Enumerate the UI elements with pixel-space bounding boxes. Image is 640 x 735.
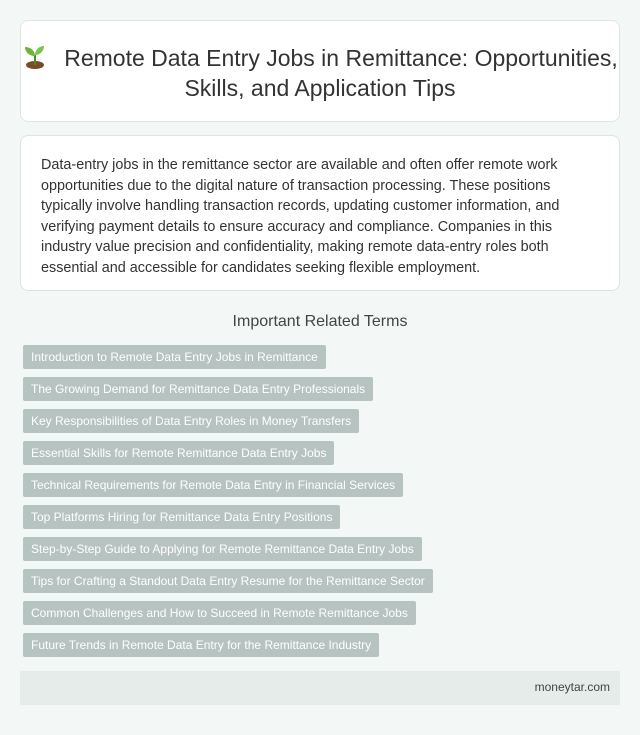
related-term-link[interactable]: Technical Requirements for Remote Data Entry in Financial Services	[23, 473, 403, 497]
related-term-link[interactable]: Step-by-Step Guide to Applying for Remote Remittance Data Entry Jobs	[23, 537, 422, 561]
related-term-link[interactable]: Key Responsibilities of Data Entry Roles in Money Transfers	[23, 409, 359, 433]
footer-site-name: moneytar.com	[534, 680, 610, 694]
related-term-link[interactable]: Essential Skills for Remote Remittance Data Entry Jobs	[23, 441, 334, 465]
page-title	[21, 43, 619, 103]
related-term-link[interactable]: Common Challenges and How to Succeed in Remote Remittance Jobs	[23, 601, 416, 625]
page-title-text: Remote Data Entry Jobs in Remittance: Opportunities, Skills, and Application Tips	[64, 45, 618, 101]
related-term-link[interactable]: Introduction to Remote Data Entry Jobs in Remittance	[23, 345, 326, 369]
related-terms-list	[23, 345, 623, 665]
sprout-icon	[22, 43, 48, 69]
summary-card	[20, 135, 620, 291]
related-terms-heading: Important Related Terms	[232, 313, 408, 330]
title-card	[20, 20, 620, 122]
related-term-link[interactable]: The Growing Demand for Remittance Data Entry Professionals	[23, 377, 373, 401]
related-term-link[interactable]: Tips for Crafting a Standout Data Entry Resume for the Remittance Sector	[23, 569, 433, 593]
related-term-link[interactable]: Top Platforms Hiring for Remittance Data Entry Positions	[23, 505, 340, 529]
related-term-link[interactable]: Future Trends in Remote Data Entry for the Remittance Industry	[23, 633, 379, 657]
summary-text: Data-entry jobs in the remittance sector are available and often offer remote work opportunities due to the digital nature of transaction processing. These positions typically involve handling transaction records, updating customer information, and verifying payment details to ensure accuracy and compliance. Companies in this industry value precision and confidentiality, making remote data-entry roles both essential and accessible for candidates seeking flexible employment.	[41, 157, 560, 276]
footer	[20, 671, 620, 705]
